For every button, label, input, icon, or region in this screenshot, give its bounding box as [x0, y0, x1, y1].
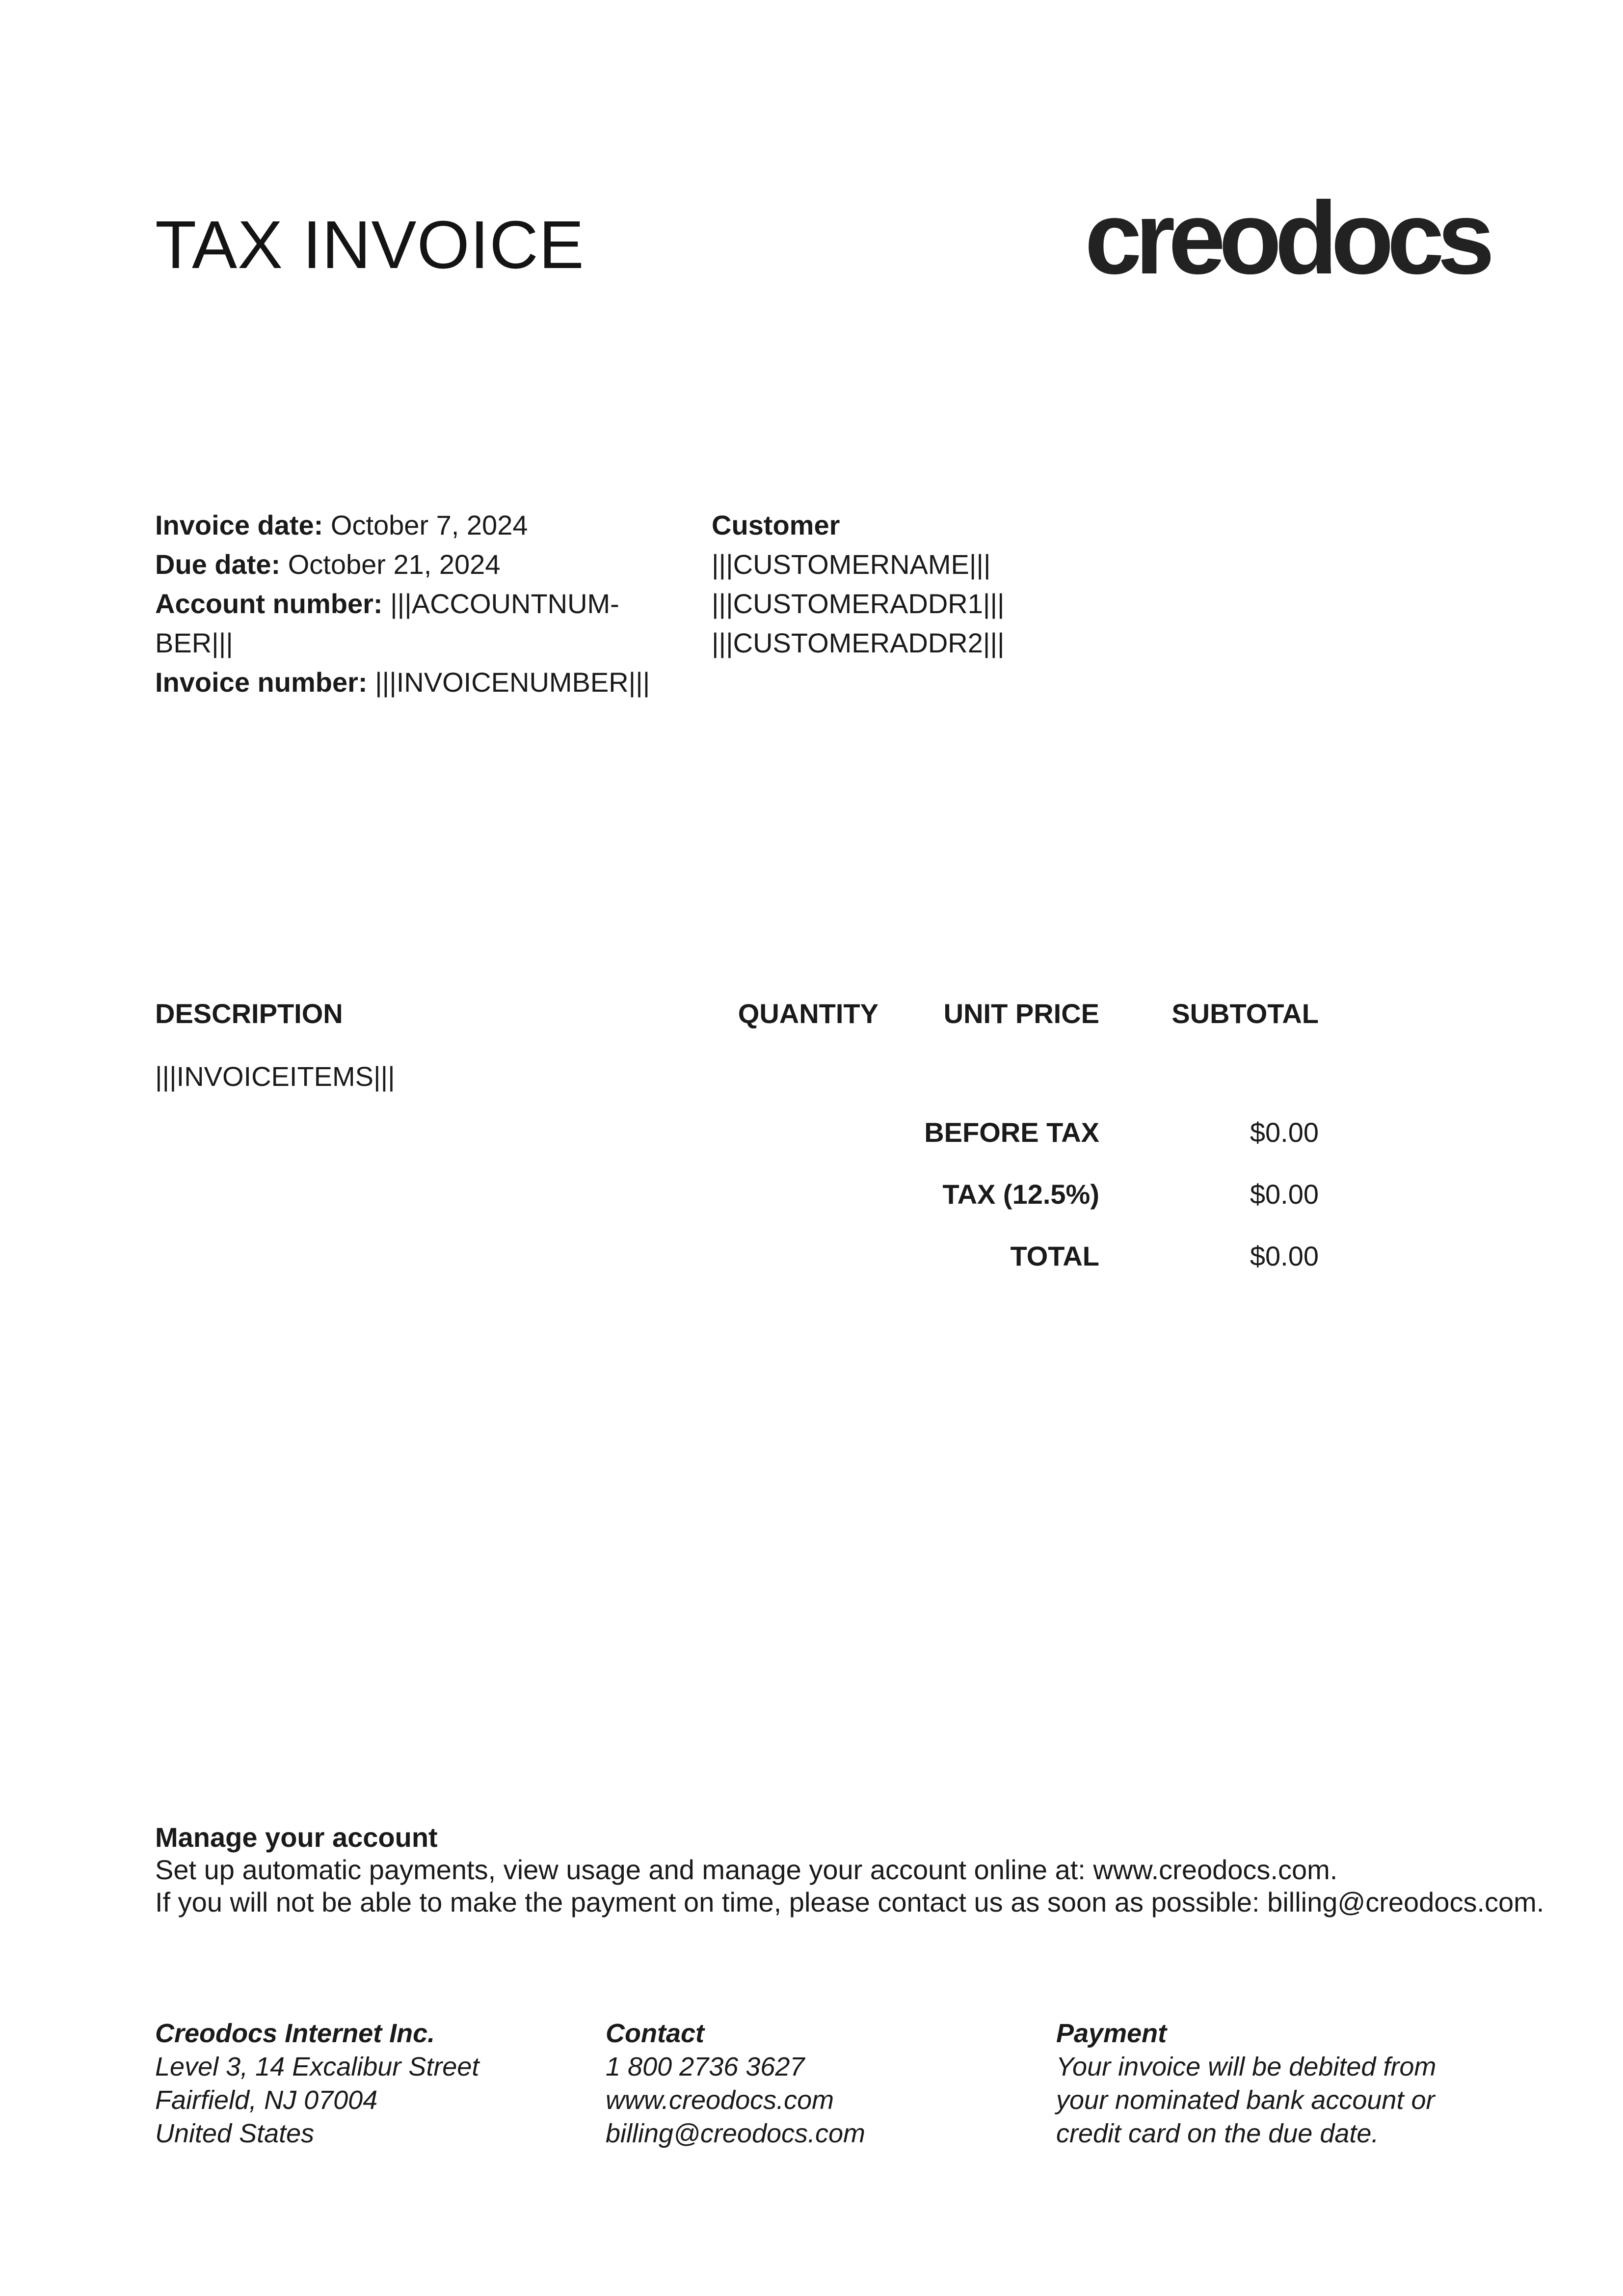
customer-block [712, 506, 1202, 663]
column-header-subtotal: SUBTOTAL [1171, 998, 1319, 1029]
before-tax-value: $0.00 [1250, 1117, 1319, 1148]
customer-name: |||CUSTOMERNAME||| [712, 549, 991, 580]
column-header-unit-price: UNIT PRICE [943, 998, 1099, 1029]
before-tax-label: BEFORE TAX [924, 1117, 1099, 1148]
due-date-value: October 21, 2024 [288, 549, 501, 580]
manage-account-line2: If you will not be able to make the payment on time, please contact us as soon as possible: billing@creodocs.com. [155, 1887, 1544, 1918]
footer-company-line2: Fairfield, NJ 07004 [155, 2085, 378, 2115]
footer-company-line1: Level 3, 14 Excalibur Street [155, 2052, 479, 2081]
manage-account-heading: Manage your account [155, 1822, 438, 1853]
invoice-date-label: Invoice date: [155, 510, 323, 540]
due-date-row [155, 545, 665, 584]
invoice-items-placeholder: |||INVOICEITEMS||| [155, 1061, 395, 1092]
customer-address-1: |||CUSTOMERADDR1||| [712, 588, 1005, 619]
footer-payment-line1: Your invoice will be debited from [1056, 2052, 1437, 2081]
footer-company-heading: Creodocs Internet Inc. [155, 2019, 435, 2048]
footer-company [155, 2017, 479, 2150]
invoice-date-row [155, 506, 665, 545]
account-number-value-line2: BER||| [155, 627, 233, 658]
footer-company-line3: United States [155, 2119, 315, 2148]
total-value: $0.00 [1250, 1241, 1319, 1271]
tax-value: $0.00 [1250, 1179, 1319, 1210]
manage-account-line1: Set up automatic payments, view usage and manage your account online at: www.creodocs.com. [155, 1854, 1338, 1885]
tax-label: TAX (12.5%) [942, 1179, 1099, 1210]
account-number-row [155, 584, 665, 623]
invoice-number-label: Invoice number: [155, 667, 368, 698]
footer-contact-website: www.creodocs.com [606, 2085, 834, 2115]
account-number-label: Account number: [155, 588, 383, 619]
manage-account-section [155, 1821, 1544, 1918]
customer-heading: Customer [712, 510, 840, 540]
total-label: TOTAL [1010, 1241, 1099, 1271]
page-title: TAX INVOICE [155, 207, 585, 283]
invoice-meta [155, 506, 665, 702]
footer-contact [606, 2017, 865, 2150]
customer-address-2: |||CUSTOMERADDR2||| [712, 627, 1005, 658]
due-date-label: Due date: [155, 549, 281, 580]
footer-payment-line2: your nominated bank account or [1056, 2085, 1435, 2115]
account-number-value-line1: |||ACCOUNTNUM- [390, 588, 619, 619]
column-header-quantity: QUANTITY [738, 998, 878, 1029]
footer-contact-email: billing@creodocs.com [606, 2119, 866, 2148]
footer-contact-heading: Contact [606, 2019, 704, 2048]
invoice-number-row [155, 663, 665, 702]
footer-contact-phone: 1 800 2736 3627 [606, 2052, 805, 2081]
column-header-description: DESCRIPTION [155, 998, 343, 1029]
invoice-number-value: |||INVOICENUMBER||| [375, 667, 650, 698]
invoice-date-value: October 7, 2024 [330, 510, 528, 540]
footer-payment-heading: Payment [1056, 2019, 1167, 2048]
company-logo: creodocs [1085, 180, 1488, 296]
footer-payment-line3: credit card on the due date. [1056, 2119, 1379, 2148]
footer-payment [1056, 2017, 1436, 2150]
